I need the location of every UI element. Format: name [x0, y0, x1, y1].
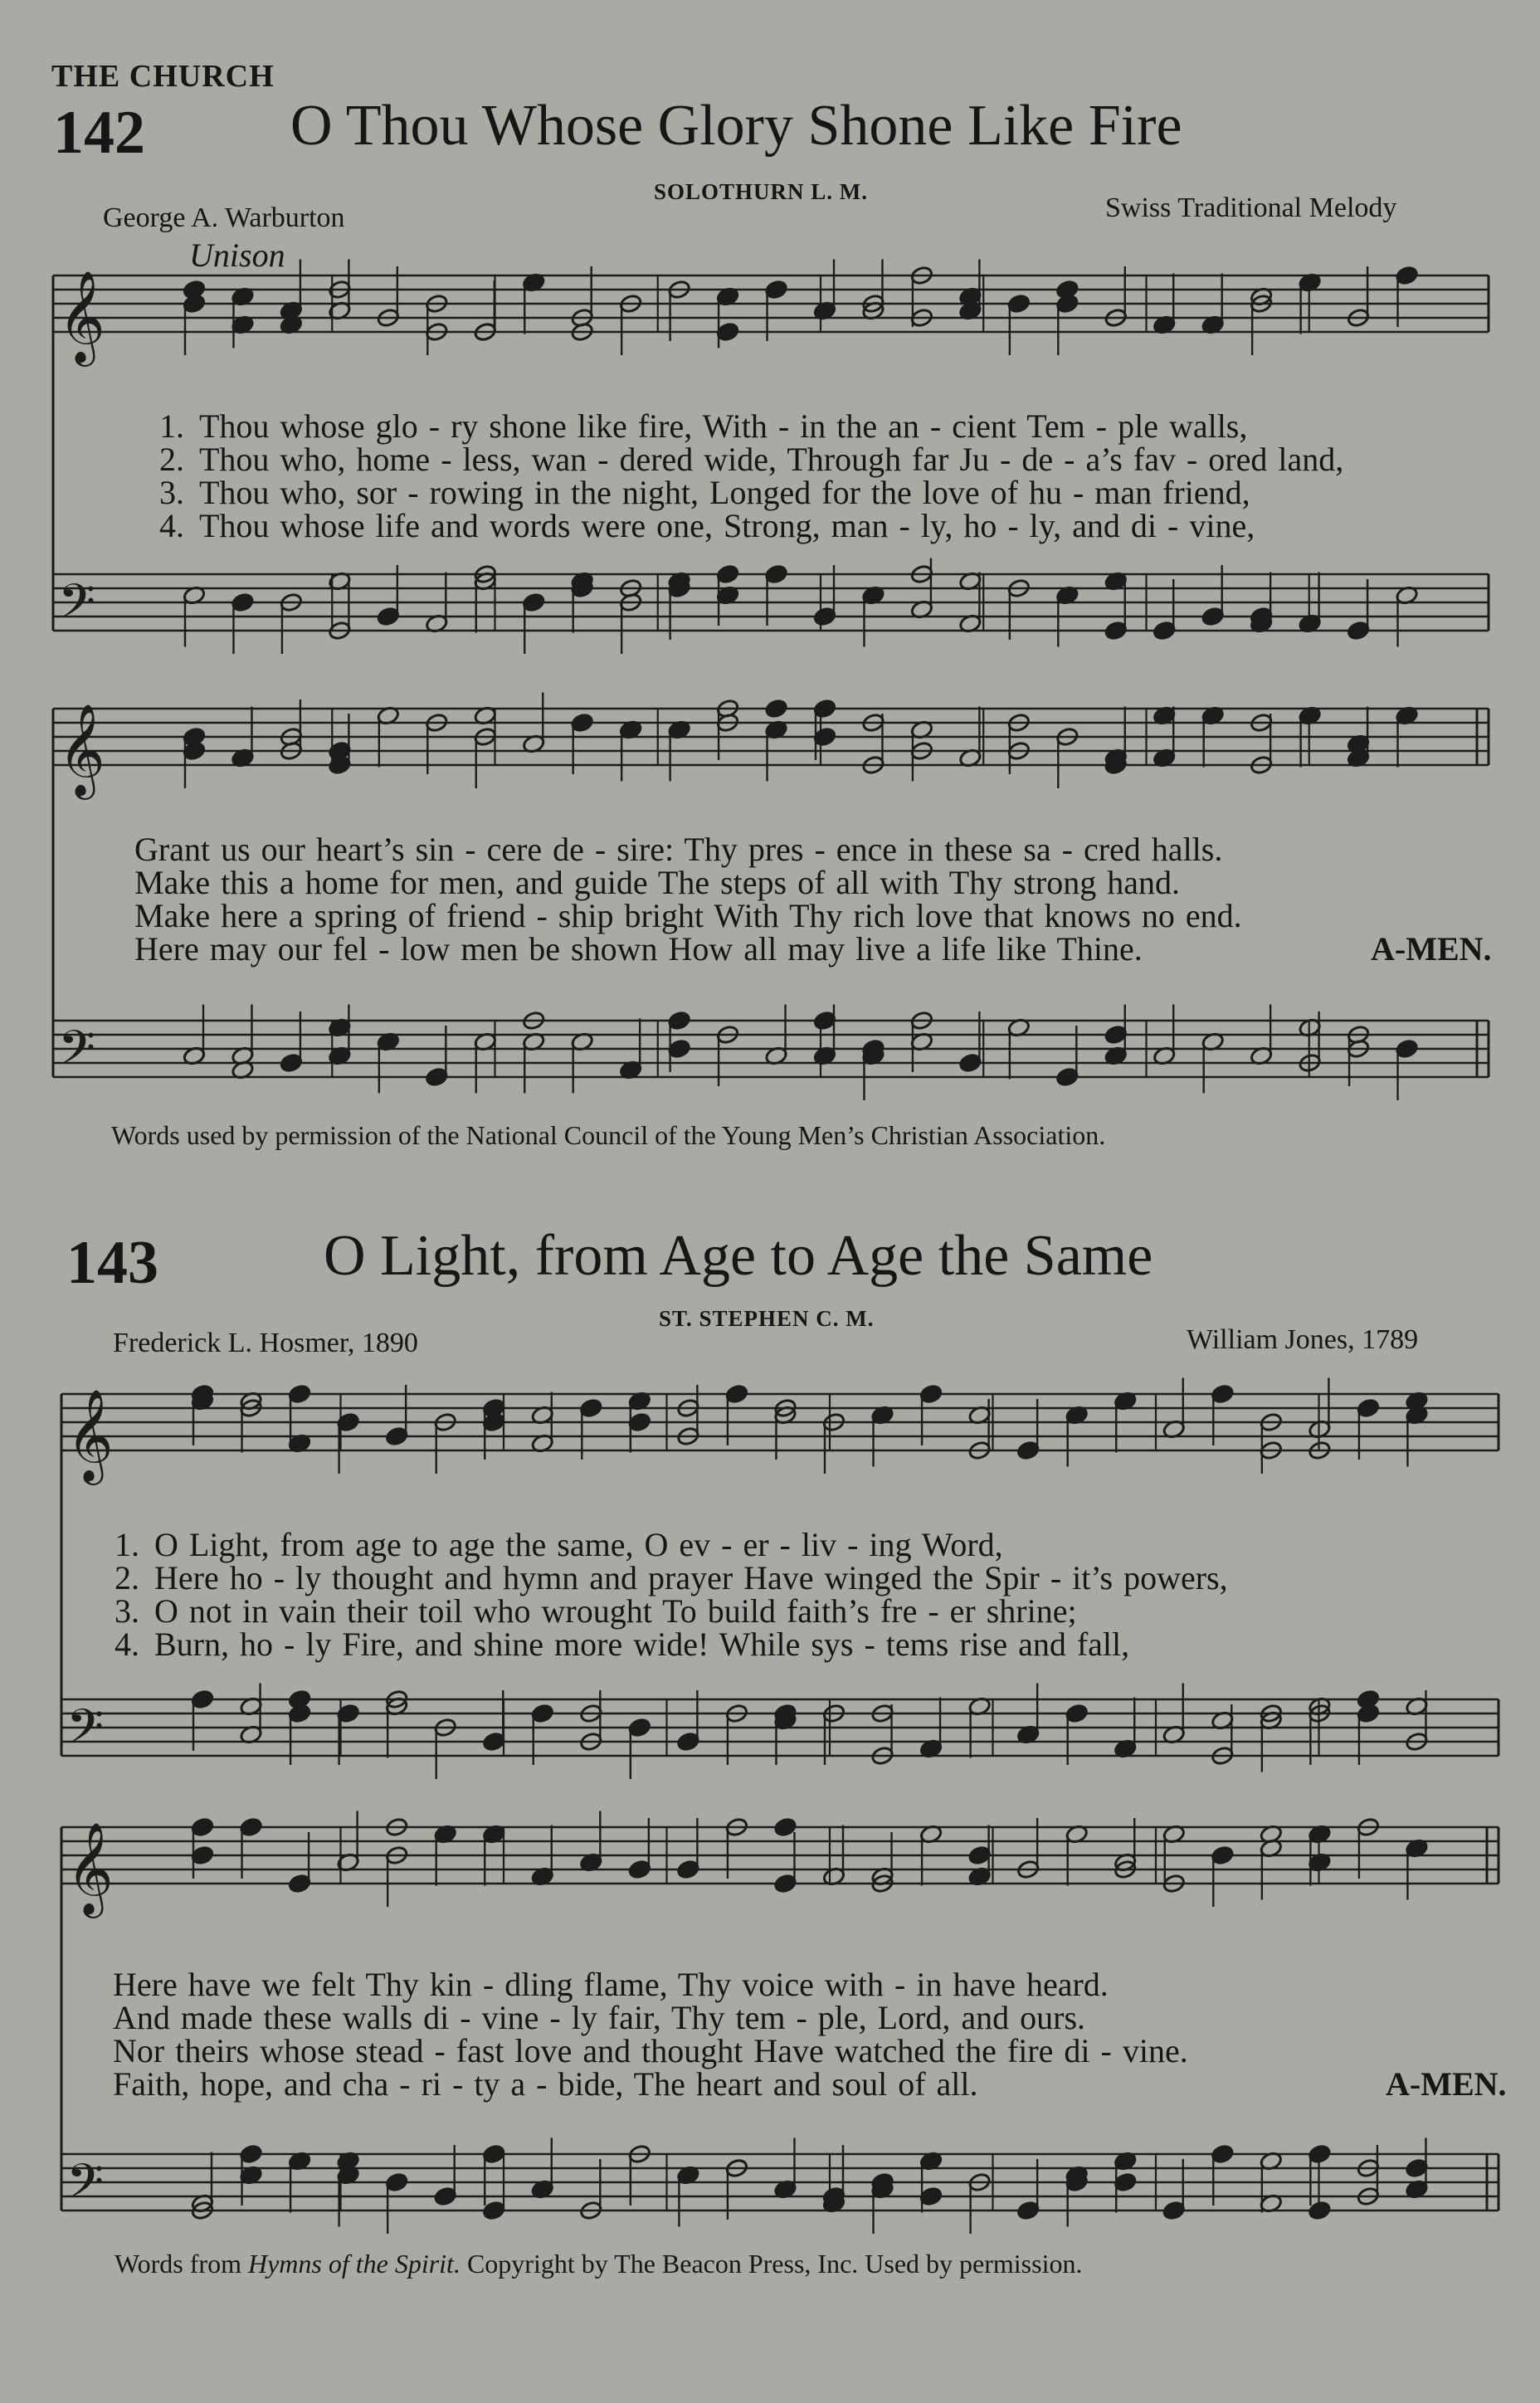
amen-label: A-MEN.	[1371, 930, 1492, 968]
section-label: THE CHURCH	[51, 59, 275, 94]
verse-text: Here ho - ly thought and hymn and prayer Have winged the Spir - it’s powers,	[154, 1559, 1228, 1596]
verse-text: Thou who, sor - rowing in the night, Longed for the love of hu - man friend,	[199, 474, 1250, 511]
tune-name: ST. STEPHEN C. M.	[659, 1306, 875, 1331]
hymn-number: 142	[53, 99, 145, 167]
verse-text: Burn, ho - ly Fire, and shine more wide! While sys - tems rise and fall,	[154, 1626, 1130, 1663]
verse-4-line-1	[159, 506, 1255, 545]
verse-2-line-2: And made these walls di - vine - ly fair, Thy tem - ple, Lord, and ours.	[113, 1999, 1086, 2036]
verse-4-line-1	[115, 1625, 1129, 1664]
note-head	[764, 699, 788, 719]
footnote-source: Hymns of the Spirit.	[247, 2249, 461, 2279]
footnote-suffix: Copyright by The Beacon Press, Inc. Used by permission.	[460, 2249, 1083, 2279]
verse-1-line-2: Grant us our heart’s sin - cere de - sire: Thy pres - ence in these sa - cred halls.	[134, 831, 1223, 868]
footnote: Words used by permission of the National Council of the Young Men’s Christian Association.	[111, 1120, 1106, 1150]
music-credit: William Jones, 1789	[1187, 1324, 1419, 1355]
bass-clef: 𝄢	[66, 2153, 105, 2221]
hymn-title: O Thou Whose Glory Shone Like Fire	[290, 94, 1182, 158]
verse-number: 2.	[159, 441, 184, 478]
amen-label: A-MEN.	[1386, 2065, 1507, 2103]
verse-number: 3.	[115, 1592, 139, 1630]
verse-text: O Light, from age to age the same, O ev - er - liv - ing Word,	[154, 1526, 1003, 1563]
verse-number: 2.	[115, 1559, 139, 1596]
verse-text: Thou whose glo - ry shone like fire, With - in the an - cient Tem - ple walls,	[199, 407, 1248, 445]
verse-number: 1.	[159, 407, 184, 445]
words-credit: George A. Warburton	[103, 202, 345, 233]
bass-clef: 𝄢	[58, 1020, 96, 1088]
music-credit: Swiss Traditional Melody	[1105, 193, 1397, 223]
verse-text: Thou whose life and words were one, Strong, man - ly, ho - ly, and di - vine,	[199, 507, 1255, 544]
verse-4-line-2: Here may our fel - low men be shown How all may live a life like Thine.	[134, 930, 1143, 968]
verse-number: 3.	[159, 474, 184, 511]
bass-clef: 𝄢	[58, 573, 96, 641]
bass-clef: 𝄢	[66, 1699, 105, 1767]
verse-text: O not in vain their toil who wrought To build faith’s fre - er shrine;	[154, 1592, 1077, 1630]
treble-clef: 𝄞	[58, 270, 105, 363]
hymn-title: O Light, from Age to Age the Same	[324, 1224, 1153, 1288]
verse-2-line-2: Make this a home for men, and guide The steps of all with Thy strong hand.	[134, 864, 1180, 901]
footnote-prefix: Words from	[115, 2249, 248, 2279]
treble-clef: 𝄞	[58, 703, 105, 796]
hymn-number: 143	[66, 1229, 158, 1297]
verse-3-line-2: Nor theirs whose stead - fast love and thought Have watched the fire di - vine.	[113, 2032, 1188, 2069]
verse-number: 4.	[115, 1626, 139, 1663]
unison-direction: Unison	[189, 236, 285, 274]
tune-name: SOLOTHURN L. M.	[654, 179, 869, 204]
footnote	[115, 2249, 1082, 2279]
verse-number: 4.	[159, 507, 184, 544]
verse-1-line-2: Here have we felt Thy kin - dling flame, Thy voice with - in have heard.	[113, 1966, 1109, 2003]
treble-clef: 𝄞	[66, 1388, 114, 1481]
verse-number: 1.	[115, 1526, 139, 1563]
verse-4-line-2: Faith, hope, and cha - ri - ty a - bide, The heart and soul of all.	[113, 2065, 978, 2103]
verse-text: Thou who, home - less, wan - dered wide, Through far Ju - de - a’s fav - ored land,	[199, 441, 1344, 478]
words-credit: Frederick L. Hosmer, 1890	[113, 1328, 418, 1358]
treble-clef: 𝄞	[66, 1821, 114, 1914]
verse-3-line-2: Make here a spring of friend - ship bright With Thy rich love that knows no end.	[134, 897, 1242, 934]
